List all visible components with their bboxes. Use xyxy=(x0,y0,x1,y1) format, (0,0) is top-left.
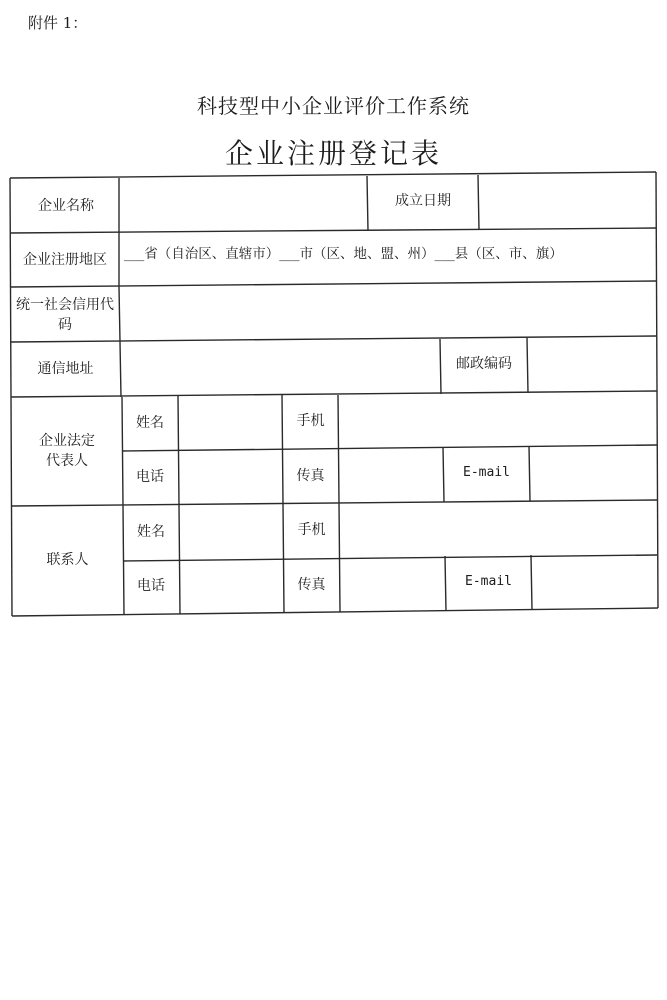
mailing-address-label: 通信地址 xyxy=(37,361,94,377)
contact-mobile-label: 手机 xyxy=(297,522,326,538)
contact-mobile-field[interactable] xyxy=(342,506,654,554)
legal-rep-label-line2: 代表人 xyxy=(46,453,88,469)
company-name-label: 企业名称 xyxy=(38,198,94,214)
legal-rep-fax-label: 传真 xyxy=(296,468,325,484)
postal-code-label: 邮政编码 xyxy=(456,356,512,372)
mailing-address-field[interactable] xyxy=(123,343,437,393)
contact-person-label: 联系人 xyxy=(46,552,89,568)
legal-rep-mobile-field[interactable] xyxy=(341,397,654,445)
contact-phone-label: 电话 xyxy=(137,578,165,594)
credit-code-label-line2: 码 xyxy=(58,317,72,333)
postal-code-field[interactable] xyxy=(530,341,654,391)
company-name-field[interactable] xyxy=(122,180,365,228)
contact-phone-field[interactable] xyxy=(182,562,281,612)
registration-region-field[interactable]: ___省（自治区、直辖市）___市（区、地、盟、州）___县（区、市、旗） xyxy=(124,246,563,262)
legal-rep-phone-label: 电话 xyxy=(136,469,164,485)
founding-date-label: 成立日期 xyxy=(395,193,451,209)
contact-name-label: 姓名 xyxy=(137,524,165,540)
form-title: 企业注册登记表 xyxy=(224,137,442,170)
founding-date-field[interactable] xyxy=(481,178,653,226)
legal-rep-name-label: 姓名 xyxy=(136,415,164,431)
contact-fax-label: 传真 xyxy=(297,577,326,593)
registration-region-label: 企业注册地区 xyxy=(23,252,107,268)
legal-rep-phone-field[interactable] xyxy=(181,452,280,502)
contact-name-field[interactable] xyxy=(182,508,281,556)
legal-rep-email-label: E-mail xyxy=(463,465,510,480)
legal-rep-fax-field[interactable] xyxy=(341,450,441,500)
legal-rep-email-field[interactable] xyxy=(532,448,654,498)
contact-fax-field[interactable] xyxy=(342,560,443,610)
legal-rep-mobile-label: 手机 xyxy=(296,413,325,429)
contact-email-label: E-mail xyxy=(465,574,512,589)
legal-rep-label-line1: 企业法定 xyxy=(39,433,95,449)
credit-code-field[interactable] xyxy=(122,286,654,336)
attachment-label: 附件 1： xyxy=(28,14,88,32)
credit-code-label-line1: 统一社会信用代 xyxy=(16,297,114,313)
system-title: 科技型中小企业评价工作系统 xyxy=(197,94,470,118)
legal-rep-name-field[interactable] xyxy=(181,399,280,447)
contact-email-field[interactable] xyxy=(534,557,654,607)
